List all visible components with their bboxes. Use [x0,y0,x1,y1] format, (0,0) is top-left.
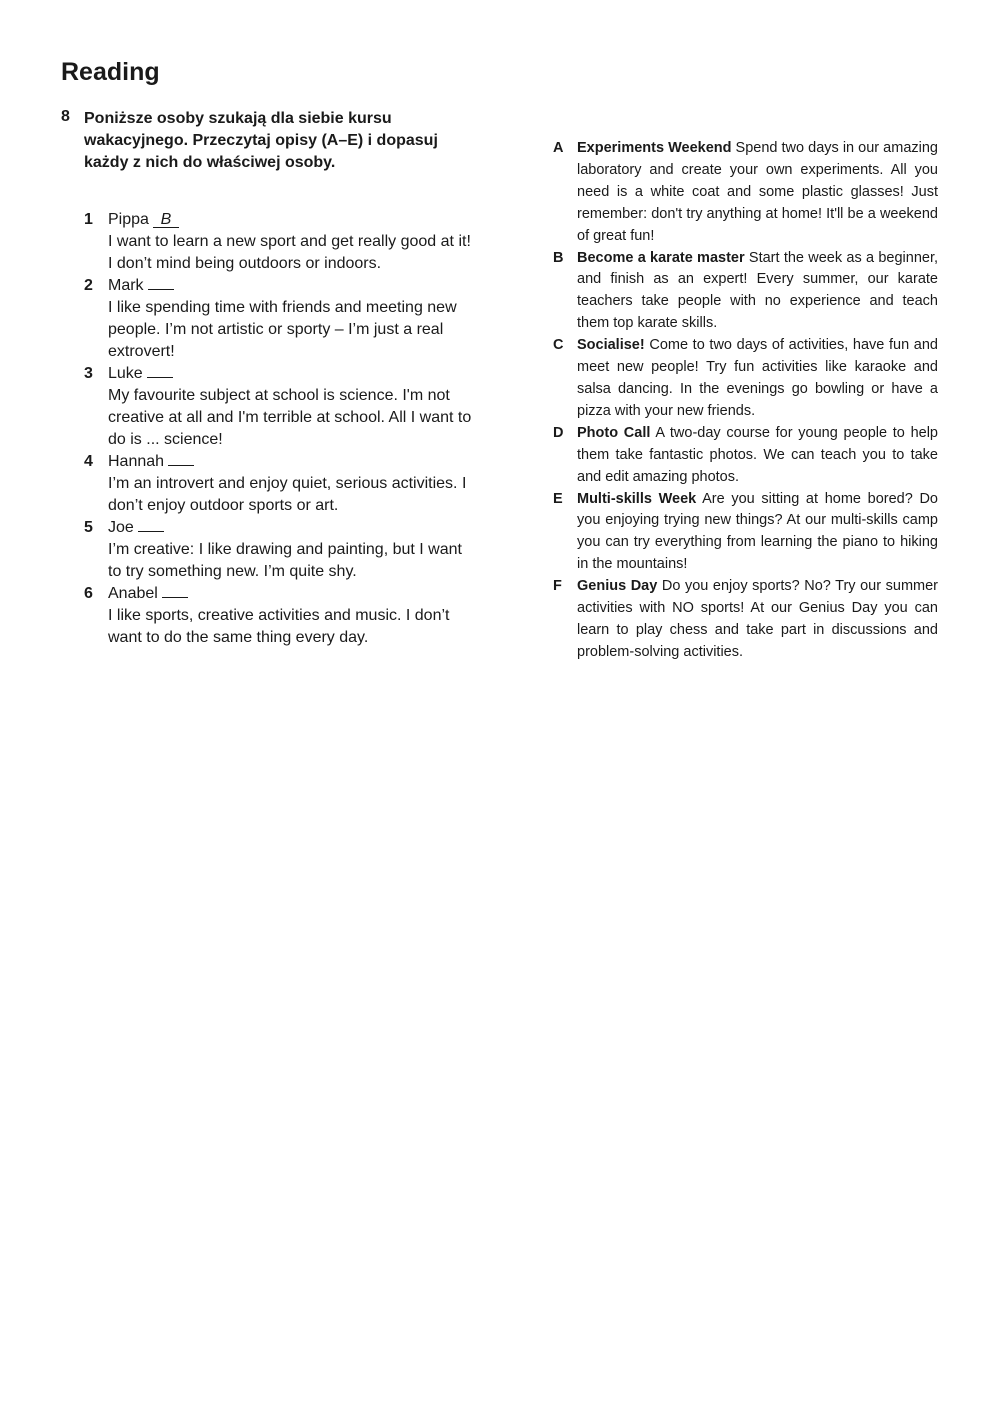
course-description: A two-day course for young people to help them take fantastic photos. We can teach you to take and edit amazing photos. [577,424,938,485]
person-description: I’m creative: I like drawing and painting, but I want to try something new. I’m quite shy. [108,541,462,580]
page-title: Reading [61,58,160,86]
answer-blank[interactable]: B [153,212,179,228]
course-title: Experiments Weekend [577,140,732,156]
course-item [553,335,938,423]
course-item [553,138,938,248]
person-item [84,517,476,583]
course-description: Spend two days in our amazing laboratory and create your own experiments. All you need is a white coat and some plastic glasses! Just remember: don't try anything at home! It'll be a weekend of great fun! [577,140,938,244]
person-name: Mark [108,277,144,294]
person-description: I’m an introvert and enjoy quiet, serious activities. I don’t enjoy outdoor sports or art. [108,475,467,514]
answer-blank[interactable] [168,465,194,466]
person-description: I like spending time with friends and meeting new people. I’m not artistic or sporty – I’m just a real extrovert! [108,299,457,360]
person-item [84,275,476,363]
course-title: Multi-skills Week [577,490,697,507]
course-item [553,423,938,489]
person-description: I want to learn a new sport and get really good at it! I don’t mind being outdoors or indoors. [108,233,471,272]
person-item [84,209,476,275]
course-title: Become a karate master [577,249,745,266]
person-item [84,363,476,451]
course-title: Genius Day [577,578,658,595]
course-item [553,576,938,664]
course-item [553,489,938,577]
person-name: Joe [108,519,134,536]
course-letter: F [553,578,562,595]
person-number: 6 [84,585,93,602]
course-title: Photo Call [577,424,651,441]
course-list [553,138,938,664]
person-number: 1 [84,211,93,228]
task-number: 8 [61,108,70,125]
person-item [84,451,476,517]
course-description: Are you sitting at home bored? Do you enjoying trying new things? At our multi-skills camp you can try everything from learning the piano to hiking in the mountains! [577,490,938,573]
course-title: Socialise! [577,337,645,354]
task-instruction: Poniższe osoby szukają dla siebie kursu wakacyjnego. Przeczytaj opisy (A–E) i dopasuj każdy z nich do właściwej osoby. [84,110,438,171]
person-number: 5 [84,519,93,536]
course-item [553,248,938,336]
person-name: Hannah [108,453,165,470]
course-description: Do you enjoy sports? No? Try our summer activities with NO sports! At our Genius Day you can learn to play chess and take part in discussions and problem-solving activities. [577,578,938,660]
answer-blank[interactable] [138,531,164,532]
course-letter: C [553,337,564,354]
person-description: I like sports, creative activities and music. I don’t want to do the same thing every day. [108,607,450,646]
course-letter: B [553,249,564,266]
course-letter: D [553,424,564,441]
person-name: Anabel [108,585,158,602]
person-number: 3 [84,365,93,382]
answer-blank[interactable] [147,377,173,378]
people-list [84,209,476,649]
course-letter: E [553,490,563,507]
person-name: Pippa [108,211,149,228]
person-item [84,583,476,649]
person-number: 2 [84,277,93,294]
person-name: Luke [108,365,143,382]
person-number: 4 [84,453,93,470]
course-description: Come to two days of activities, have fun and meet new people! Try fun activities like karaoke and salsa dancing. In the evenings go bowling or have a pizza with your new friends. [577,337,938,419]
course-description: Start the week as a beginner, and finish as an expert! Every summer, our karate teachers take people with no experience and teach them top karate skills. [577,249,939,332]
course-letter: A [553,140,564,156]
person-description: My favourite subject at school is science. I'm not creative at all and I'm terrible at school. All I want to do is ... science! [108,387,472,448]
answer-blank[interactable] [148,289,174,290]
answer-blank[interactable] [162,597,188,598]
